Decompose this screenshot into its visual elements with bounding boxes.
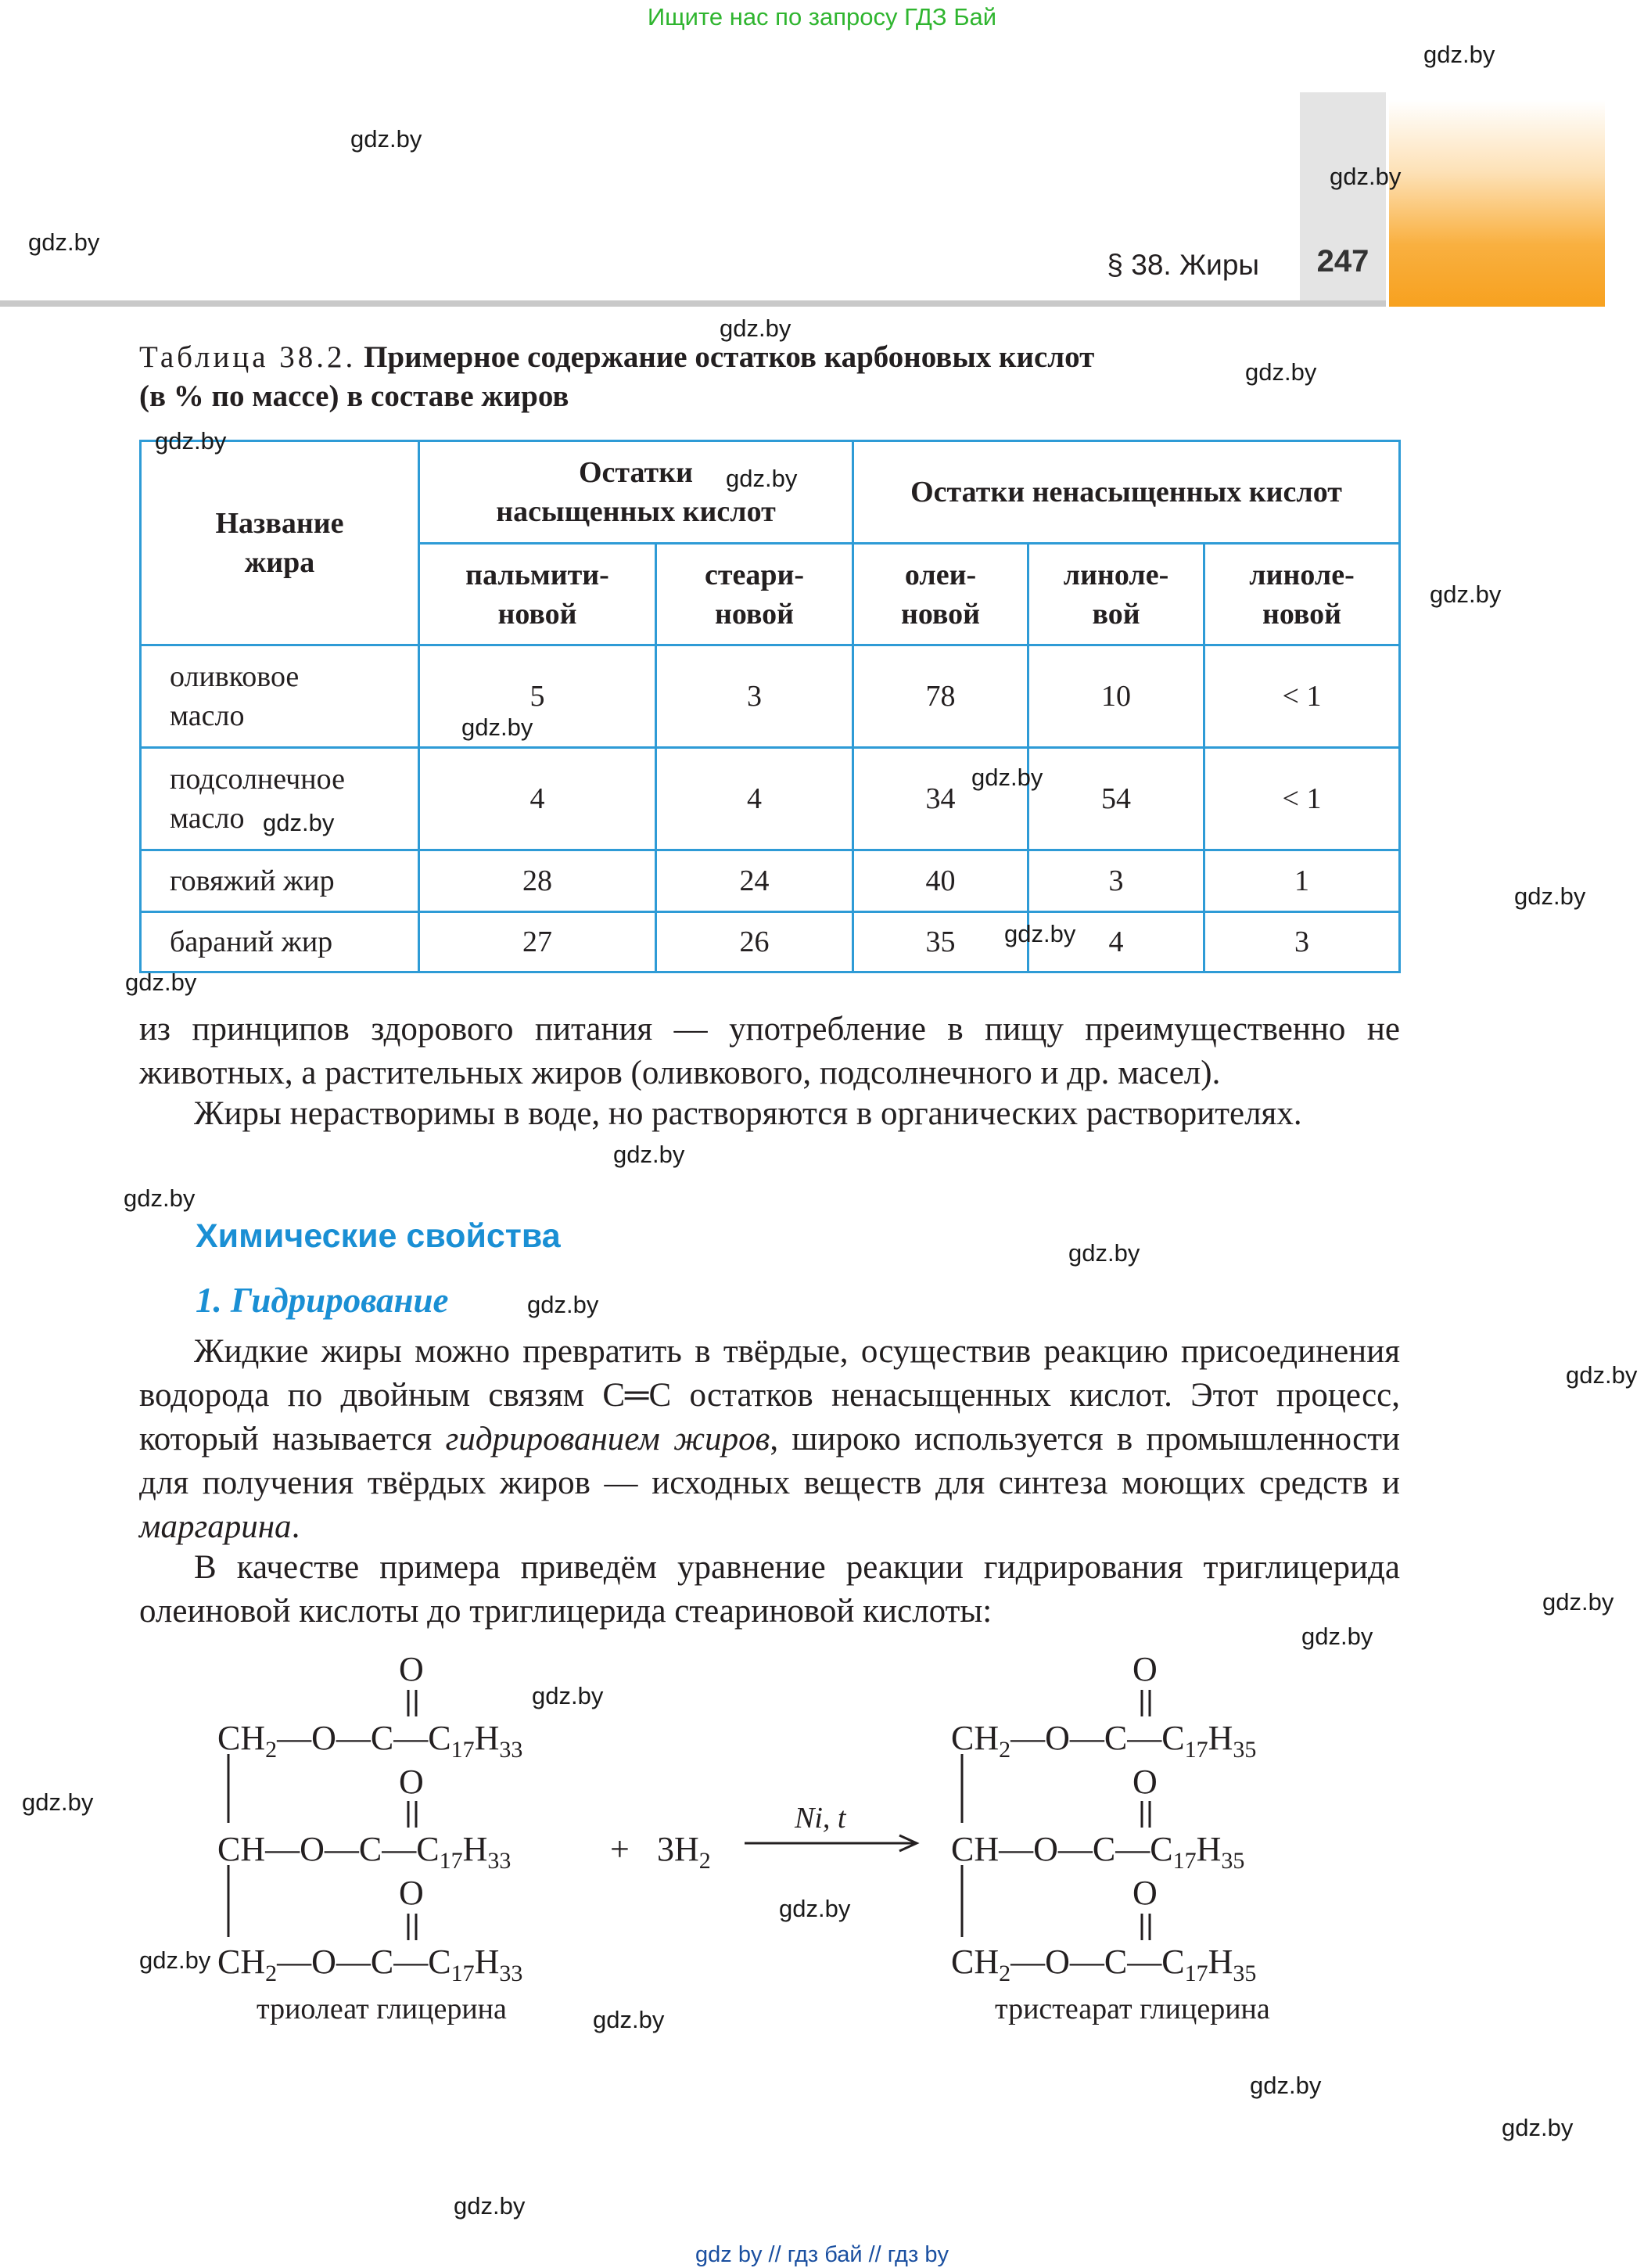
table-caption-title-1: Примерное содержание остатков карбоновых кислот bbox=[364, 340, 1095, 374]
watermark: gdz.by bbox=[22, 1788, 94, 1816]
watermark: gdz.by bbox=[1566, 1361, 1638, 1389]
section-heading: Химические свойства bbox=[196, 1217, 561, 1255]
watermark: gdz.by bbox=[613, 1141, 685, 1168]
watermark: gdz.by bbox=[1250, 2072, 1322, 2099]
watermark: gdz.by bbox=[1502, 2114, 1574, 2141]
cell-value: 34 bbox=[853, 748, 1028, 850]
cell-value: < 1 bbox=[1204, 748, 1400, 850]
cell-value: 10 bbox=[1028, 645, 1204, 748]
watermark: gdz.by bbox=[1068, 1239, 1140, 1267]
cell-value: 3 bbox=[656, 645, 853, 748]
watermark: gdz.by bbox=[1330, 163, 1402, 190]
header-saturated-group: Остатки насыщенных кислот bbox=[419, 441, 853, 544]
plus-sign: + bbox=[610, 1830, 630, 1868]
watermark: gdz.by bbox=[726, 465, 798, 492]
subsection-heading: 1. Гидрирование bbox=[196, 1281, 449, 1320]
watermark: gdz.by bbox=[779, 1895, 851, 1922]
watermark: gdz.by bbox=[139, 1946, 211, 1974]
cell-value: 26 bbox=[656, 912, 853, 972]
watermark: gdz.by bbox=[1542, 1588, 1614, 1616]
watermark: gdz.by bbox=[720, 315, 791, 342]
watermark: gdz.by bbox=[1004, 920, 1076, 947]
footer-links[interactable]: gdz by // гдз бай // гдз by bbox=[695, 2242, 949, 2267]
header-linolenic: линоле- новой bbox=[1204, 544, 1400, 645]
top-banner: Ищите нас по запросу ГДЗ Бай bbox=[647, 3, 997, 31]
left-row-2: $CH—O—C—C_{17}H_{33}$ bbox=[217, 1830, 512, 1874]
header-palmitic: пальмити- новой bbox=[419, 544, 656, 645]
right-compound-name: тристеарат глицерина bbox=[995, 1993, 1270, 2025]
oxygen-atom: O bbox=[1132, 1874, 1158, 1912]
header-fat-name: Название жира bbox=[141, 441, 419, 645]
header-linoleic: линоле- вой bbox=[1028, 544, 1204, 645]
cell-value: 40 bbox=[853, 850, 1028, 912]
header-oleic: олеи- новой bbox=[853, 544, 1028, 645]
oxygen-atom: O bbox=[399, 1650, 424, 1688]
cell-value: 54 bbox=[1028, 748, 1204, 850]
cell-value: 5 bbox=[419, 645, 656, 748]
hydrogen-reagent: $3H_2$ bbox=[657, 1830, 711, 1874]
cell-value: 3 bbox=[1204, 912, 1400, 972]
watermark: gdz.by bbox=[527, 1291, 599, 1318]
cell-value: 35 bbox=[853, 912, 1028, 972]
watermark: gdz.by bbox=[28, 228, 100, 256]
cell-value: 1 bbox=[1204, 850, 1400, 912]
watermark: gdz.by bbox=[263, 809, 335, 836]
cell-value: 28 bbox=[419, 850, 656, 912]
cell-value: 4 bbox=[656, 748, 853, 850]
section-title: § 38. Жиры bbox=[1107, 249, 1259, 281]
paragraph-solubility: Жиры нерастворимы в воде, но растворяются в органических растворителях. bbox=[194, 1095, 1302, 1132]
cell-value: < 1 bbox=[1204, 645, 1400, 748]
paragraph-hydrogenation: Жидкие жиры можно превратить в твёрдые, осуществив реакцию присоединения водорода по двойным связям C═C остатков ненасыщенных кислот. Этот процесс, который называется гидрированием жиров, широко используется в промышленности для получения твёрдых жиров — исходных веществ для синтеза моющих средств и маргарина. bbox=[139, 1333, 1400, 1545]
left-row-3: $CH_2—O—C—C_{17}H_{33}$ bbox=[217, 1943, 523, 1986]
watermark: gdz.by bbox=[1301, 1623, 1373, 1650]
oxygen-atom: O bbox=[399, 1763, 424, 1801]
right-row-3: $CH_2—O—C—C_{17}H_{35}$ bbox=[951, 1943, 1257, 1986]
oxygen-atom: O bbox=[1132, 1763, 1158, 1801]
table-caption-label: Таблица 38.2. bbox=[139, 340, 357, 374]
oxygen-atom: O bbox=[1132, 1650, 1158, 1688]
page-number: 247 bbox=[1316, 244, 1369, 279]
watermark: gdz.by bbox=[1514, 882, 1586, 910]
cell-value: 3 bbox=[1028, 850, 1204, 912]
watermark: gdz.by bbox=[1245, 358, 1317, 386]
watermark: gdz.by bbox=[155, 427, 227, 455]
right-row-1: $CH_2—O—C—C_{17}H_{35}$ bbox=[951, 1719, 1257, 1763]
paragraph-nutrition: из принципов здорового питания — употребление в пищу преимущественно не животных, а растительных жиров (оливкового, подсолнечного и др. масел). bbox=[139, 1011, 1400, 1091]
watermark: gdz.by bbox=[461, 713, 533, 741]
watermark: gdz.by bbox=[124, 1184, 196, 1212]
row-name: бараний жир bbox=[141, 912, 419, 972]
watermark: gdz.by bbox=[1430, 580, 1502, 608]
catalyst-label: Ni, t bbox=[795, 1802, 846, 1835]
watermark: gdz.by bbox=[454, 2192, 526, 2219]
watermark: gdz.by bbox=[350, 125, 422, 153]
cell-value: 27 bbox=[419, 912, 656, 972]
watermark: gdz.by bbox=[971, 764, 1043, 791]
watermark: gdz.by bbox=[1423, 41, 1495, 68]
header-unsaturated-group: Остатки ненасыщенных кислот bbox=[853, 441, 1400, 544]
cell-value: 4 bbox=[419, 748, 656, 850]
watermark: gdz.by bbox=[532, 1682, 604, 1709]
cell-value: 24 bbox=[656, 850, 853, 912]
cell-value: 4 bbox=[1028, 912, 1204, 972]
left-row-1: $CH_2—O—C—C_{17}H_{33}$ bbox=[217, 1719, 523, 1763]
row-name: говяжий жир bbox=[141, 850, 419, 912]
oxygen-atom: O bbox=[399, 1874, 424, 1912]
row-name: оливковое масло bbox=[141, 645, 419, 748]
watermark: gdz.by bbox=[125, 969, 197, 996]
paragraph-example: В качестве примера приведём уравнение реакции гидрирования триглицерида олеиновой кислоты до триглицерида стеариновой кислоты: bbox=[139, 1549, 1400, 1630]
cell-value: 78 bbox=[853, 645, 1028, 748]
header-stearic: стеари- новой bbox=[656, 544, 853, 645]
table-caption-title-2: (в % по массе) в составе жиров bbox=[139, 379, 569, 413]
left-compound-name: триолеат глицерина bbox=[257, 1993, 507, 2025]
row-name: подсолнечное масло bbox=[141, 748, 419, 850]
right-row-2: $CH—O—C—C_{17}H_{35}$ bbox=[951, 1830, 1245, 1874]
watermark: gdz.by bbox=[593, 2006, 665, 2033]
